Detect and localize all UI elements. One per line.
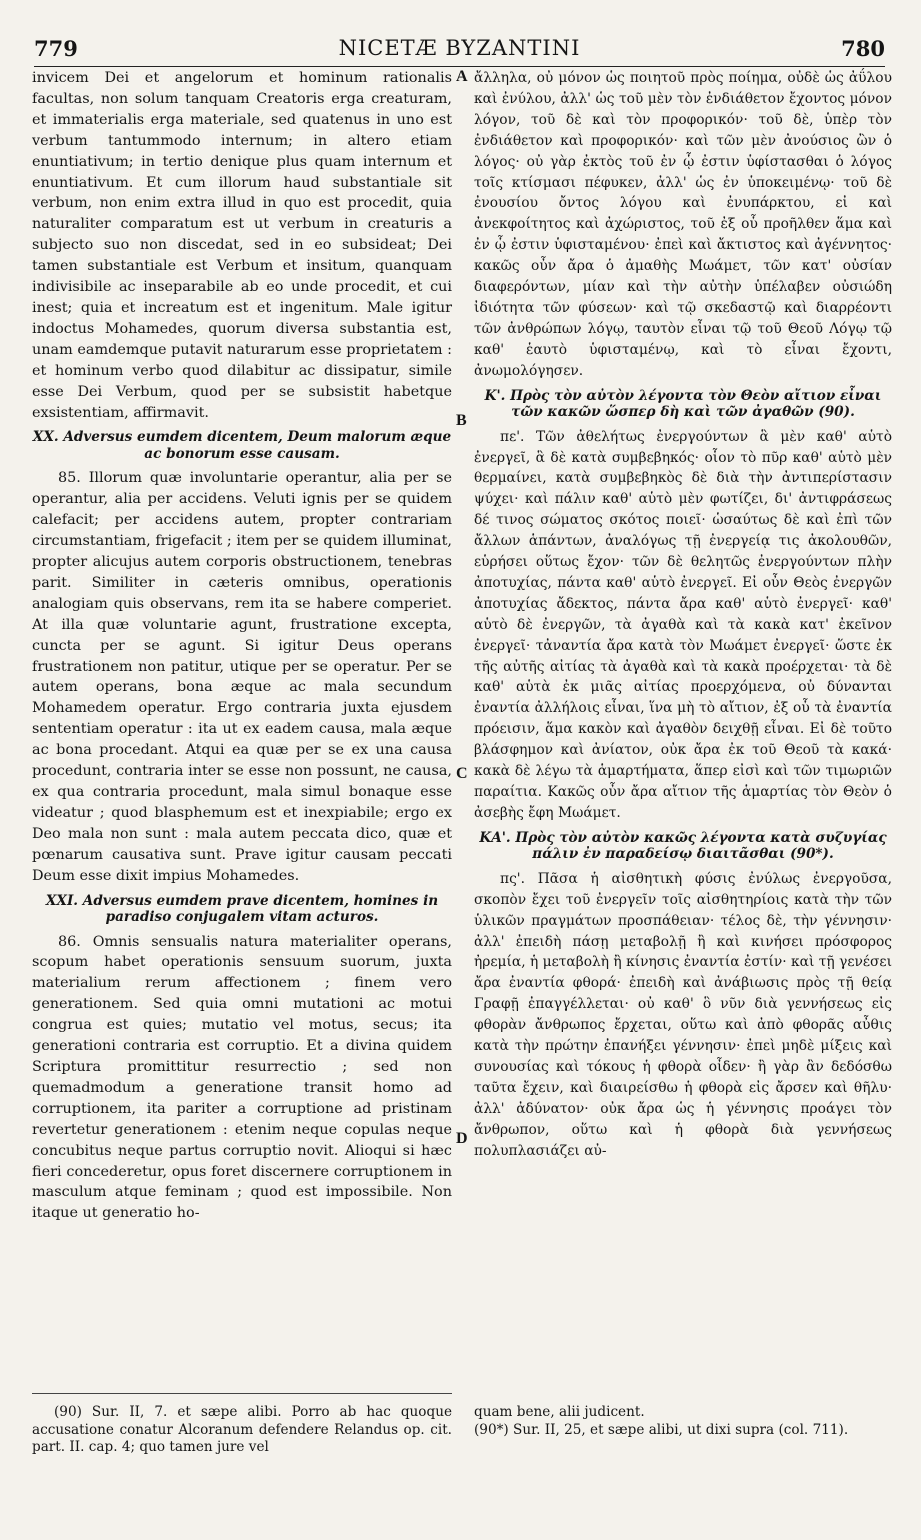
greek-chapter-heading-ka: ΚΑ'. Πρὸς τὸν αὐτὸν κακῶς λέγοντα κατὰ συζυγίας πάλιν ἐν παραδείσῳ διαιτᾶσθαι (90*).	[479, 829, 887, 863]
latin-paragraph-85: 85. Illorum quæ involuntarie operantur, alia per se operantur, alia per accidens. Veluti ignis per se quidem calefacit; per accidens autem, propter contrariam circumstantiam, frigefacit ; item per se quidem illuminat, propter alicujus autem corporis obstructionem, tenebras parit. Similiter in cæteris omnibus, operationis analogiam quis observans, rem ita se habere comperiet. At illa quæ voluntarie agunt, frustratione excepta, cuncta per se agunt. Si igitur Deus operans frustrationem non patitur, utique per se operatur. Per se autem operans, bona æque ac mala secundum Mohamedem operatur. Ergo contraria juxta ejusdem sententiam operatur : ita ut ex eadem causa, mala æque ac bona procedant. Atqui ea quæ per se ex una causa procedunt, contraria inter se esse non possunt, ne causa, ex qua contraria procedunt, mala simul bonaque esse videatur ; quod blasphemum est et inexpiabile; ergo ex Deo mala non sunt : mala autem peccata dico, quæ et pœnarum causativa sunt. Prave igitur causam peccati Deum esse dixit impius Mohamedes.	[32, 470, 452, 884]
greek-paragraph-continued: ἄλληλα, οὐ μόνον ὡς ποιητοῦ πρὸς ποίημα, οὐδὲ ὡς ἀΰλου καὶ ἐνύλου, ἀλλ' ὡς τοῦ μὲν τὸν ἐνδιάθετον ἔχοντος μόνον λόγον, τοῦ δὲ καὶ τὸν προφορικόν· τοῦ δὲ, ὑπὲρ τὸν ἐνδιάθετον καὶ προφορικόν· καὶ τῶν μὲν ἀνούσιος ὢν ὁ λόγος· οὐ γὰρ ἐκτὸς τοῦ ἐν ᾧ ἐστιν ὑφίστασθαι ὁ λόγος τοῖς κτίσμασι πέφυκεν, ἀλλ' ὡς ἐν ὑποκειμένῳ· τοῦ δὲ ἐνουσίου ὄντος λόγου καὶ ἐνυπάρκτου, εἰ καὶ ἀνεκφοίτητος καὶ ἀχώριστος, τοῦ ἐξ οὗ προῆλθεν ἅμα καὶ ἐν ᾧ ἐστιν ὑφισταμένου· ἐπεὶ καὶ ἄκτιστος καὶ ἀγέννητος· κακῶς οὖν ἄρα ὁ ἀμαθὴς Μωάμετ, τῶν κατ' οὐσίαν διαφερόντων, μίαν καὶ τὴν αὐτὴν ὑπέλαβεν οὐσιώδη ἰδιότητα τῶν φύσεων· καὶ τῷ σκεδαστῷ καὶ διαρρέοντι τῶν ἀνθρώπων λόγῳ, ταυτὸν εἶναι τῷ τοῦ Θεοῦ Λόγῳ τῷ καθ' ἑαυτὸ ὑφισταμένῳ, καὶ τὸ εἶναι ἔχοντι, ἀνωμολόγησεν.	[474, 70, 892, 379]
footnote-90-continued: quam bene, alii judicent.	[474, 1404, 645, 1420]
greek-paragraph-85: πε'. Τῶν ἀθελήτως ἐνεργούντων ἃ μὲν καθ' αὑτὸ ἐνεργεῖ, ἃ δὲ κατὰ συμβεβηκός· οἷον τὸ πῦρ καθ' αὑτὸ μὲν θερμαίνει, κατὰ συμβεβηκὸς δὲ διὰ τὴν ἀντιπερίστασιν ψύχει· καὶ πάλιν καθ' αὑτὸ μὲν φωτίζει, δι' ἀντιφράσεως δέ τινος σώματος σκότος ποιεῖ· ὡσαύτως δὲ καὶ ἐπὶ τῶν ἄλλων ἁπάντων, ἀναλόγως τῇ ἐνεργείᾳ τις ἀκολουθῶν, εὑρήσει οὕτως ἔχον· τῶν δὲ θελητῶς ἐνεργούντων πλὴν ἀποτυχίας, πάντα καθ' αὑτὸ ἐνεργεῖ. Εἰ οὖν Θεὸς ἐνεργῶν ἀποτυχίας ἄδεκτος, πάντα ἄρα καθ' αὑτὸ ἐνεργεῖ· καθ' αὑτὸ δὲ ἐνεργῶν, τὰ ἀγαθὰ καὶ τὰ κακὰ κατ' ἐκεῖνον ἐνεργεῖ· τἀναντία ἄρα κατὰ τὸν Μωάμετ ἐνεργεῖ· ὥστε ἐκ τῆς αὐτῆς αἰτίας τὰ ἀγαθὰ καὶ τὰ κακὰ προέρχεται· τὰ δὲ καθ' αὑτὰ ἐκ μιᾶς αἰτίας προερχόμενα, οὐ δύνανται ἐναντία ἀλλήλοις εἶναι, ἵνα μὴ τὸ αἴτιον, ἐξ οὗ τὰ ἐναντία πρόεισιν, ἅμα κακὸν καὶ ἀγαθὸν δειχθῇ εἶναι. Εἰ δὲ τοῦτο βλάσφημον καὶ ἀνίατον, οὐκ ἄρα ἐκ τοῦ Θεοῦ τὰ κακά· κακὰ δὲ λέγω τὰ ἁμαρτήματα, ἅπερ εἰσὶ καὶ τῶν τιμωριῶν παραίτια. Κακῶς οὖν ἄρα αἴτιον τῆς ἁμαρτίας τὸν Θεὸν ὁ ἀσεβὴς ἔφη Μωάμετ.	[474, 428, 892, 821]
margin-letter-a: A	[456, 68, 468, 85]
margin-letter-b: B	[456, 412, 467, 429]
footnote-90-star: (90*) Sur. II, 25, et sæpe alibi, ut dixi supra (col. 711).	[474, 1421, 849, 1438]
margin-letter-c: C	[456, 765, 468, 782]
greek-column	[474, 68, 892, 1162]
greek-paragraph-86: πς'. Πᾶσα ἡ αἰσθητικὴ φύσις ἐνύλως ἐνεργοῦσα, σκοπὸν ἔχει τοῦ ἐνεργεῖν τοῖς αἰσθητηρίοις κατὰ τὴν τῶν ὑλικῶν πραγμάτων προσπάθειαν· τέλος δὲ, τὴν γέννησιν· ἀλλ' ἐπειδὴ πάσῃ μεταβολῇ ἢ καὶ κινήσει πρόσφορος ἠρεμία, ἡ μεταβολὴ ἢ κίνησις ἐναντία ἐστίν· καὶ τῇ γενέσει ἄρα ἐναντία φθορά· ἐπειδὴ καὶ ἀνάβιωσις πρὸς τῇ θείᾳ Γραφῇ ἐπαγγέλλεται· οὐ καθ' ὃ νῦν διὰ γεννήσεως εἰς φθορὰν ἄνθρωπος ἔρχεται, οὕτω καὶ ἀπὸ φθορᾶς αὖθις κατὰ τὴν πρώτην ἐπανήξει γέννησιν· ἐπεὶ μηδὲ μίξεις καὶ συνουσίας καὶ τόκους ἡ φθορὰ οἶδεν· ἢ γὰρ ἂν δεδόσθω ταῦτα ἔχειν, καὶ διαιρείσθω ἡ φθορὰ εἰς ἄρσεν καὶ θῆλυ· ἀλλ' ἀδύνατον· οὐκ ἄρα ὡς ἡ γέννησις προάγει τὸν ἄνθρωπον, οὕτω καὶ ἡ φθορὰ διὰ γεννήσεως πολυπλασιάζει αὐ-	[474, 870, 892, 1159]
margin-letter-d: D	[456, 1130, 468, 1147]
footnote-90	[32, 1404, 452, 1457]
footnote-right	[474, 1404, 892, 1439]
running-title: NICETÆ BYZANTINI	[338, 36, 581, 60]
latin-chapter-heading-xxi: XXI. Adversus eumdem prave dicentem, homines in paradiso conjugalem vitam acturos.	[45, 892, 439, 926]
page-number-left: 779	[34, 36, 78, 61]
greek-chapter-heading-k: Κ'. Πρὸς τὸν αὐτὸν λέγοντα τὸν Θεὸν αἴτιον εἶναι τῶν κακῶν ὥσπερ δὴ καὶ τῶν ἀγαθῶν (90).	[484, 387, 882, 421]
latin-paragraph-continued: invicem Dei et angelorum et hominum rationalis facultas, non solum tanquam Creatoris erga creaturam, et immaterialis erga materiale, sed quatenus in uno est verbum tantummodo internum; in altero etiam enuntiativum; in tertio denique plus quam internum et enuntiativum. Et cum illorum haud substantiale sit verbum, non enim extra illud in quo est procedit, quia naturaliter comparatum est ut verbum in creaturis a subjecto suo non discedat, sed in eo subsideat; Dei tamen substantiale est Verbum et insitum, quanquam indivisibile ac inseparabile ab eo unde procedit, et cui inest; quia et increatum est et ingenitum. Male igitur indoctus Mohamedes, quorum diversa substantia est, unam eamdemque putavit naturarum esse proprietatem : et hominum verbo quod dilabitur ac dissipatur, simile esse Dei Verbum, quod per se subsistit habetque exsistentiam, affirmavit.	[32, 70, 452, 421]
footnote-divider	[32, 1393, 452, 1394]
running-header	[34, 36, 885, 67]
latin-chapter-heading-xx: XX. Adversus eumdem dicentem, Deum malorum æque ac bonorum esse causam.	[32, 429, 452, 462]
latin-column	[32, 68, 452, 1224]
latin-paragraph-86: 86. Omnis sensualis natura materialiter operans, scopum habet operationis sensuum suorum, juxta materialium rerum affectionem ; finem vero generationem. Sed quia omni mutationi ac motui congrua est quies; mutatio vel motus, secus; ita generationi contraria est corruptio. Et a divina quidem Scriptura promittitur resurrectio ; sed non quemadmodum a generatione transit homo ad corruptionem, ita pariter a corruptione ad pristinam revertetur generationem : etenim neque copulas neque concubitus neque partus corruptio novit. Alioqui si hæc fieri concederetur, opus foret discernere corruptionem in masculum atque feminam ; quod est impossibile. Non itaque ut generatio ho-	[32, 933, 452, 1222]
footnote-90-text: (90) Sur. II, 7. et sæpe alibi. Porro ab hac quoque accusatione conatur Alcoranum defendere Relandus op. cit. part. II. cap. 4; quo tamen jure vel	[32, 1404, 452, 1455]
page-number-right: 780	[841, 36, 885, 61]
